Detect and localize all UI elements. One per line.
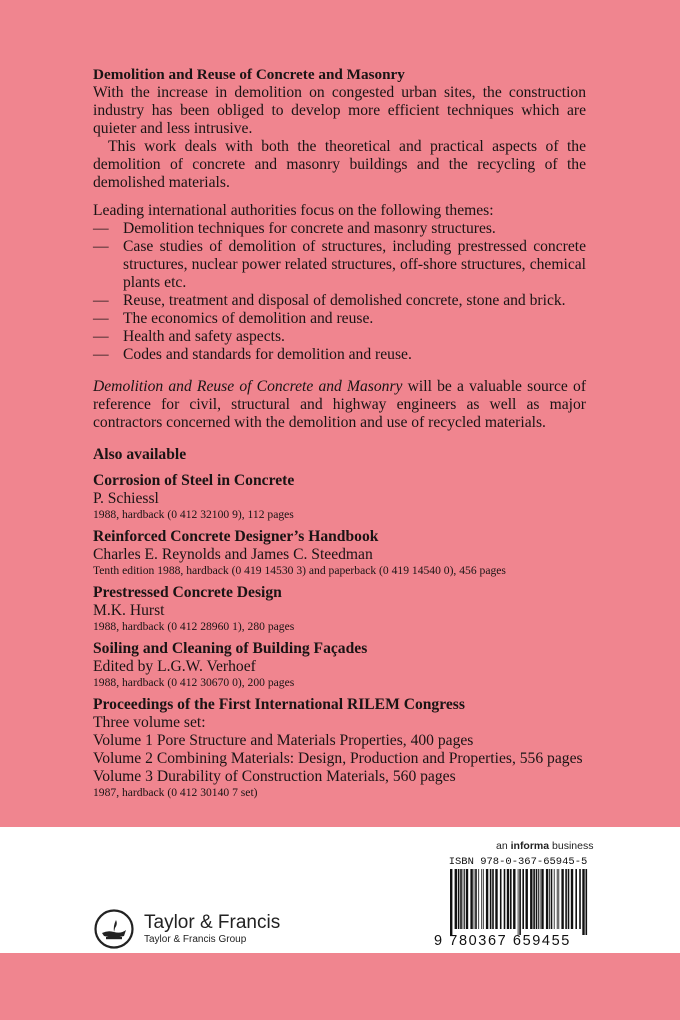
informa-brand: informa	[510, 840, 550, 852]
barcode-bar	[526, 869, 528, 929]
blurb-heading: Demolition and Reuse of Concrete and Masonry	[93, 66, 405, 83]
barcode-digits: 9 780367 659455	[434, 933, 571, 949]
barcode-bar	[475, 869, 477, 929]
barcode-bar	[565, 869, 567, 929]
taylor-francis-lamp-icon	[94, 909, 134, 949]
book-entry	[93, 640, 586, 690]
isbn-label: ISBN 978-0-367-65945-5	[448, 856, 588, 868]
barcode-bar	[495, 869, 497, 929]
barcode-bar	[519, 869, 521, 935]
book-details: 1988, hardback (0 412 28960 1), 280 pages	[93, 620, 295, 633]
list-dash: —	[93, 328, 109, 345]
book-author: Edited by L.G.W. Verhoef	[93, 658, 256, 675]
barcode-bar	[549, 869, 550, 929]
book-entry	[93, 472, 586, 522]
barcode-bar	[536, 869, 538, 929]
theme-item: — Reuse, treatment and disposal of demolished concrete, stone and brick.	[93, 292, 566, 309]
congress-details: 1987, hardback (0 412 30140 7 set)	[93, 786, 258, 799]
book-author: Charles E. Reynolds and James C. Steedman	[93, 546, 373, 563]
book-author: P. Schiessl	[93, 490, 159, 507]
also-available-heading: Also available	[93, 446, 187, 463]
congress-line: Three volume set:	[93, 714, 206, 731]
barcode-bar	[478, 869, 479, 929]
list-dash: —	[93, 220, 109, 237]
theme-item: — Codes and standards for demolition and reuse.	[93, 346, 412, 363]
publisher-group: Taylor & Francis Group	[144, 934, 247, 945]
theme-item: — Demolition techniques for concrete and masonry structures.	[93, 220, 496, 237]
barcode-bar	[522, 869, 524, 929]
barcode-bar	[474, 869, 475, 929]
barcode-bar	[540, 869, 541, 929]
barcode-bar	[541, 869, 543, 929]
theme-item: — Health and safety aspects.	[93, 328, 285, 345]
blurb-paragraph-2: This work deals with both the theoretical and practical aspects of the demolition of concrete and masonry buildings and the recycling of the demolished materials.	[93, 138, 586, 191]
blurb-paragraph-1: With the increase in demolition on congested urban sites, the construction industry has been obliged to develop more efficient techniques which are quieter and less intrusive.	[93, 84, 586, 137]
barcode-bar	[533, 869, 535, 929]
book-title: Prestressed Concrete Design	[93, 584, 282, 601]
barcode-bar	[510, 869, 512, 929]
barcode-bar	[464, 869, 465, 929]
barcode-bar	[481, 869, 482, 929]
congress-entry	[93, 696, 586, 800]
book-details: Tenth edition 1988, hardback (0 419 14530 3) and paperback (0 419 14540 0), 456 pages	[93, 564, 506, 577]
book-details: 1988, hardback (0 412 32100 9), 112 pages	[93, 508, 294, 521]
barcode-bar	[460, 869, 462, 929]
themes-list	[93, 220, 586, 364]
barcode-bar	[455, 869, 457, 929]
informa-business-label: an informa business	[496, 840, 594, 852]
barcode-bar	[504, 869, 506, 929]
barcode	[448, 869, 588, 935]
barcode-bar	[513, 869, 515, 929]
book-title: Reinforced Concrete Designer’s Handbook	[93, 528, 379, 545]
barcode-bar	[466, 869, 468, 929]
barcode-bar	[486, 869, 488, 929]
book-entry	[93, 528, 586, 578]
congress-title: Proceedings of the First International RILEM Congress	[93, 696, 465, 713]
barcode-bar	[551, 869, 553, 929]
barcode-bar	[554, 869, 555, 929]
list-dash: —	[93, 310, 109, 327]
barcode-bar	[557, 869, 558, 929]
footer-band	[0, 827, 680, 953]
book-title: Soiling and Cleaning of Building Façades	[93, 640, 368, 657]
barcode-bar	[507, 869, 509, 929]
barcode-bar	[568, 869, 570, 929]
closing-book-title: Demolition and Reuse of Concrete and Masonry	[93, 378, 403, 395]
barcode-bar	[571, 869, 573, 929]
barcode-bar	[450, 869, 452, 935]
barcode-bar	[518, 869, 519, 935]
back-cover-text	[93, 66, 586, 806]
barcode-bar	[500, 869, 502, 929]
closing-text: will be a valuable source of reference for civil, structural and highway engineers as well as major contractors concerned with the demolition and use of recycled materials.	[93, 378, 587, 431]
barcode-bar	[490, 869, 492, 929]
barcode-bar	[492, 869, 494, 929]
barcode-bar	[470, 869, 472, 929]
book-entry	[93, 584, 586, 634]
barcode-bar	[483, 869, 484, 929]
barcode-bar	[586, 869, 588, 935]
themes-intro: Leading international authorities focus on the following themes:	[93, 202, 494, 219]
book-details: 1988, hardback (0 412 30670 0), 200 pages	[93, 676, 295, 689]
barcode-bar	[546, 869, 548, 929]
barcode-bar	[463, 869, 464, 929]
barcode-bar	[582, 869, 584, 935]
publisher-name: Taylor & Francis	[144, 912, 281, 933]
barcode-bar	[558, 869, 559, 929]
closing-paragraph	[93, 378, 586, 432]
barcode-bar	[579, 869, 581, 929]
congress-line: Volume 2 Combining Materials: Design, Production and Properties, 556 pages	[93, 750, 583, 767]
list-dash: —	[93, 238, 109, 255]
barcode-bar	[575, 869, 577, 929]
list-dash: —	[93, 292, 109, 309]
theme-item: — The economics of demolition and reuse.	[93, 310, 374, 327]
barcode-bar	[458, 869, 460, 929]
book-title: Corrosion of Steel in Concrete	[93, 472, 295, 489]
congress-line: Volume 3 Durability of Construction Materials, 560 pages	[93, 768, 456, 785]
book-author: M.K. Hurst	[93, 602, 165, 619]
barcode-bar	[561, 869, 563, 929]
congress-line: Volume 1 Pore Structure and Materials Properties, 400 pages	[93, 732, 474, 749]
barcode-bar	[538, 869, 539, 929]
theme-item: — Case studies of demolition of structures, including prestressed concrete structures, nuclear power related structures, off-shore structures, chemical plants etc.	[93, 238, 586, 291]
list-dash: —	[93, 346, 109, 363]
barcode-bar	[530, 869, 532, 929]
